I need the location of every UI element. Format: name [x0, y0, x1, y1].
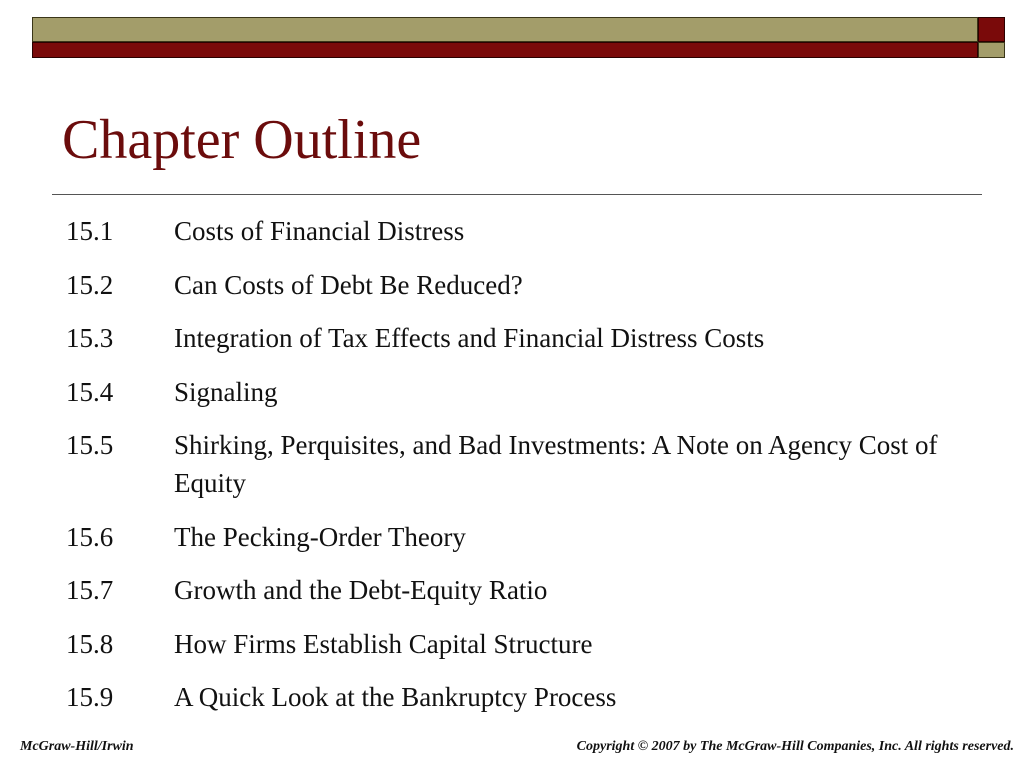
footer-publisher: McGraw-Hill/Irwin [20, 739, 134, 754]
footer-copyright: Copyright © 2007 by The McGraw-Hill Companies, Inc. All rights reserved. [576, 739, 1014, 754]
outline-item [66, 319, 986, 357]
outline-item-number: 15.1 [66, 216, 114, 246]
outline-item-text: Can Costs of Debt Be Reduced? [174, 269, 523, 300]
outline-item-text: The Pecking-Order Theory [174, 521, 466, 552]
outline-item-number: 15.5 [66, 430, 114, 460]
outline-item-number: 15.6 [66, 521, 114, 552]
slide-title: Chapter Outline [62, 109, 422, 171]
outline-item [66, 426, 986, 502]
outline-item-text: Signaling [174, 376, 278, 407]
chapter-outline-list [66, 212, 986, 732]
outline-item [66, 212, 986, 250]
header-square-maroon [978, 17, 1005, 42]
outline-item [66, 571, 986, 609]
outline-item [66, 373, 986, 411]
title-divider [52, 194, 982, 195]
outline-item-number: 15.3 [66, 323, 114, 353]
outline-item-text: How Firms Establish Capital Structure [174, 628, 593, 659]
outline-item-text: Integration of Tax Effects and Financial Distress Costs [174, 323, 765, 353]
outline-item-text: A Quick Look at the Bankruptcy Process [174, 682, 617, 712]
outline-item [66, 678, 986, 716]
outline-item-text: Shirking, Perquisites, and Bad Investments: A Note on Agency Cost of Equity [174, 430, 938, 498]
outline-item [66, 266, 986, 304]
outline-item-number: 15.9 [66, 682, 114, 712]
outline-item-text: Costs of Financial Distress [174, 216, 465, 246]
header-square-olive [978, 42, 1005, 58]
outline-item-number: 15.8 [66, 628, 114, 659]
outline-item-number: 15.2 [66, 269, 114, 300]
outline-item-number: 15.4 [66, 376, 114, 407]
outline-item-text: Growth and the Debt-Equity Ratio [174, 575, 548, 605]
header-bar-maroon [32, 42, 978, 58]
outline-item [66, 518, 986, 556]
header-bar-olive [32, 17, 978, 42]
outline-item-number: 15.7 [66, 575, 114, 605]
outline-item [66, 625, 986, 663]
